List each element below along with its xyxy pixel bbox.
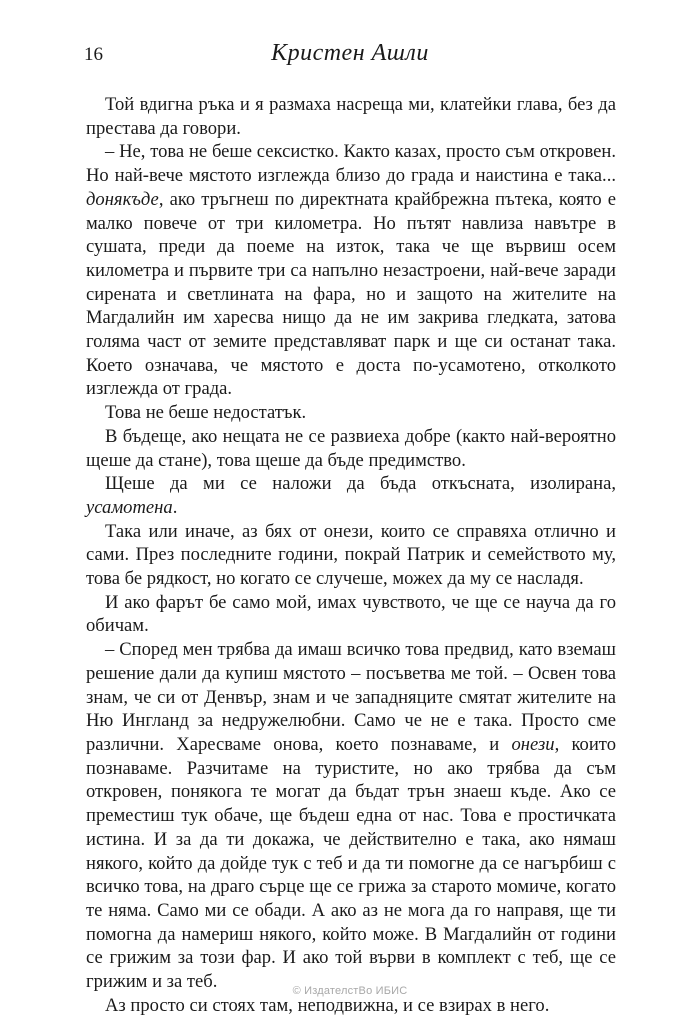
- publisher-footer: © ИздателстВо ИБИС: [292, 985, 408, 997]
- text-run: Щеше да ми се наложи да бъда откъсната, изолирана,: [105, 473, 616, 495]
- paragraph: [86, 140, 616, 401]
- text-run: – Според мен трябва да имаш всичко това предвид, като вземаш решение дали да купиш мястото – посъветва ме той. – Освен това знам, че си от Денвър, знам и че западняците смятат жителите на Ню Ингланд за недружелюбни. Само че не е така. Просто сме различни. Харесваме онова, което познаваме, и: [86, 639, 616, 755]
- text-run: , ако тръгнеш по директната крайбрежна пътека, която е малко повече от три километра. Но пътят навлиза навътре в сушата, преди да поеме на изток, така че ще вървиш осем километра и първите три са напълно незастроени, най-вече заради сирената и светлината на фара, но и защото на жителите на Магдалийн им харесва нищо да не им закрива гледката, затова голяма част от земите представляват парк и ще си останат така. Което означава, че мястото е доста по-усамотено, отколкото изглежда от града.: [86, 188, 616, 400]
- text-run: , които познаваме. Разчитаме на туристите, но ако трябва да съм откровен, понякога те могат да бъдат трън знаеш къде. Ако се преместиш тук обаче, ще бъдеш една от нас. Това е простичката истина. И за да ти докажа, че действително е така, ако нямаш някого, който да дойде тук с теб и да ти помогне да се нагърбиш с всичко това, на драго сърце ще се грижа за старото момиче, когато те няма. Само ми се обади. А ако аз не мога да го направя, ще ти помогна да намериш някого, който може. В Магдалийн от години се грижим за този фар. И ако той върви в комплект с теб, ще се грижим и за теб.: [86, 733, 616, 993]
- italic-text: онези: [511, 733, 555, 755]
- italic-text: усамотена: [86, 496, 173, 518]
- text-run: Той вдигна ръка и я размаха насреща ми, клатейки глава, без да престава да говори.: [86, 94, 616, 139]
- text-run: Това не беше недостатък.: [105, 402, 307, 424]
- body-text: [86, 93, 616, 1017]
- text-run: .: [172, 496, 178, 518]
- paragraph: [86, 591, 616, 638]
- paragraph: [86, 425, 616, 472]
- paragraph: [86, 520, 616, 591]
- paragraph: [86, 994, 616, 1017]
- page-number: 16: [84, 44, 103, 65]
- paragraph: [86, 93, 616, 140]
- paragraph: [86, 638, 616, 994]
- text-run: Така или иначе, аз бях от онези, които се справяха отлично и сами. През последните години, покрай Патрик и семейството му, това бе рядкост, но когато се случеше, можех да му се насладя.: [86, 520, 616, 590]
- paragraph: [86, 401, 616, 425]
- text-run: Аз просто си стоях там, неподвижна, и се взирах в него.: [105, 994, 550, 1016]
- text-run: И ако фарът бе само мой, имах чувството, че ще се науча да го обичам.: [86, 591, 616, 637]
- text-run: В бъдеще, ако нещата не се развиеха добре (както най-вероятно щеше да стане), това щеше да бъде предимство.: [86, 425, 616, 471]
- italic-text: донякъде: [86, 188, 159, 210]
- paragraph: [86, 472, 616, 519]
- running-head-title: Кристен Ашли: [271, 40, 429, 66]
- text-run: – Не, това не беше сексистко. Както казах, просто съм откровен. Но най-вече мястото изглежда близо до града и наистина е така...: [86, 141, 616, 187]
